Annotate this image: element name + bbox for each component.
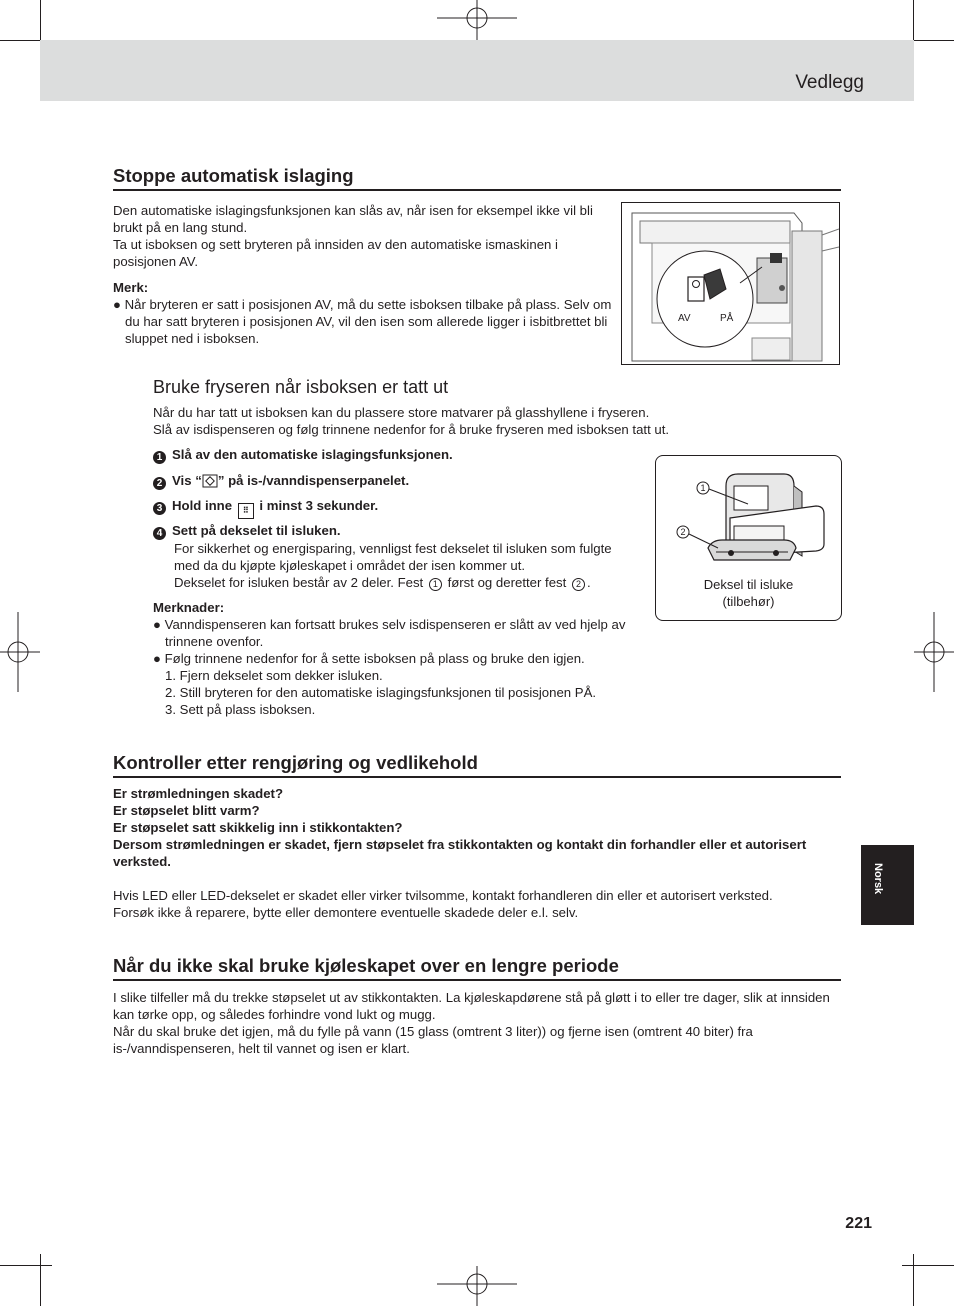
step-number: 2 xyxy=(153,477,166,490)
note-label: Merk: xyxy=(113,280,149,295)
paragraph: Når du skal bruke det igjen, må du fylle på vann (15 glass (omtrent 3 liter)) og fjerne isen (omtrent 40 biter) fra is-/vanndispenseren, helt til vannet og isen er klart. xyxy=(113,1024,753,1056)
switch-label-on: PÅ xyxy=(720,313,734,324)
step-3 xyxy=(153,497,378,519)
sub-step: 3. Sett på plass isboksen. xyxy=(165,702,316,717)
page-title: Vedlegg xyxy=(795,72,864,93)
paragraph: Ta ut isboksen og sett bryteren på innsiden av den automatiske ismaskinen i posisjonen AV. xyxy=(113,237,558,269)
step-text: Slå av den automatiske islagingsfunksjonen. xyxy=(172,447,453,462)
step-4 xyxy=(153,522,638,591)
paragraph: Slå av isdispenseren og følg trinnene nedenfor for å bruke fryseren med isboksen tatt ut. xyxy=(153,422,670,437)
note-bullet: ● Vanndispenseren kan fortsatt brukes selv isdispenseren er slått av ved hjelp av trinnene ovenfor. xyxy=(153,617,626,649)
step-1 xyxy=(153,446,453,464)
registration-mark-bottom xyxy=(437,1266,517,1306)
section2-intro xyxy=(153,404,733,438)
step4-detail: For sikkerhet og energisparing, vennligst fest dekselet til isluken som fulgte med da du kjøpte kjøleskapet i området der isen kommer ut. xyxy=(174,541,612,573)
section-rule xyxy=(113,189,841,191)
step-2 xyxy=(153,472,409,490)
check-question: Er støpselet satt skikkelig inn i stikkontakten? xyxy=(113,820,403,835)
sub-step: 2. Still bryteren for den automatiske islagingsfunksjonen til posisjonen PÅ. xyxy=(165,685,597,700)
step-text-post: i minst 3 sekunder. xyxy=(259,498,379,513)
step4-parts: Dekselet for isluken består av 2 deler. Fest 1 først og deretter fest 2 . xyxy=(174,575,591,590)
notes-label: Merknader: xyxy=(153,600,225,615)
paragraph: Den automatiske islagingsfunksjonen kan slås av, når isen for eksempel ikke vil bli brukt på en lang stund. xyxy=(113,203,593,235)
section-heading-maintenance: Kontroller etter rengjøring og vedlikehold xyxy=(113,752,478,773)
section-rule xyxy=(113,979,841,981)
paragraph: Når du har tatt ut isboksen kan du plassere store matvarer på glasshyllene i fryseren. xyxy=(153,405,650,420)
registration-mark-left xyxy=(0,612,40,692)
step-text-pre: Hold inne xyxy=(172,498,233,513)
section-heading-stop-ice: Stoppe automatisk islaging xyxy=(113,165,354,186)
marker-2: 2 xyxy=(572,578,585,591)
registration-mark-right xyxy=(914,612,954,692)
language-tab-label: Norsk xyxy=(872,863,884,895)
check-instruction: Dersom strømledningen er skadet, fjern støpselet fra stikkontakten og kontakt din forhandler eller et autorisert verksted. xyxy=(113,837,807,869)
section-rule xyxy=(113,776,841,778)
step-text-pre: Vis “ xyxy=(172,473,202,488)
section1-body xyxy=(113,202,618,347)
note-bullet: ● Følg trinnene nedenfor for å sette isboksen på plass og bruke den igjen. xyxy=(153,651,585,666)
language-tab xyxy=(861,845,914,925)
sub-step: 1. Fjern dekselet som dekker isluken. xyxy=(165,668,383,683)
ice-maker-switch-illustration xyxy=(621,202,840,365)
step-text-post: ” på is-/vanndispenserpanelet. xyxy=(217,473,410,488)
switch-label-off: AV xyxy=(678,313,691,324)
dispenser-button-icon: ⠿ xyxy=(238,503,254,519)
check-question: Er støpselet blitt varm? xyxy=(113,803,260,818)
marker-1: 1 xyxy=(700,483,706,493)
header-bar xyxy=(40,40,914,101)
section2-notes xyxy=(153,599,643,718)
paragraph: Hvis LED eller LED-dekselet er skadet eller virker tvilsomme, kontakt forhandleren din eller et autorisert verksted. xyxy=(113,888,773,903)
subsection-heading-freezer: Bruke fryseren når isboksen er tatt ut xyxy=(153,377,449,397)
check-question: Er strømledningen skadet? xyxy=(113,786,284,801)
step-number: 1 xyxy=(153,451,166,464)
registration-mark-top xyxy=(437,0,517,40)
step-number: 4 xyxy=(153,527,166,540)
note-bullet: ● Når bryteren er satt i posisjonen AV, må du sette isboksen tilbake på plass. Selv om du har satt bryteren i posisjonen AV, vil den isen som allerede ligger i isbitbrettet bli sluppet ned i isboksen. xyxy=(113,297,612,346)
paragraph: Forsøk ikke å reparere, bytte eller demontere eventuelle skadede deler e.l. selv. xyxy=(113,905,579,920)
ice-chute-cover-illustration xyxy=(655,455,842,621)
marker-2: 2 xyxy=(680,527,686,537)
step-text: Sett på dekselet til isluken. xyxy=(172,523,341,538)
section4-body xyxy=(113,989,838,1057)
step-number: 3 xyxy=(153,502,166,515)
section3-body xyxy=(113,785,828,921)
page-number: 221 xyxy=(845,1215,872,1232)
dispenser-ice-icon xyxy=(202,474,218,488)
figure-caption: Deksel til isluke (tilbehør) xyxy=(703,577,794,609)
ice-maker-drawing xyxy=(622,203,839,364)
section-heading-long-absence: Når du ikke skal bruke kjøleskapet over en lengre periode xyxy=(113,955,619,976)
paragraph: I slike tilfeller må du trekke støpselet ut av stikkontakten. La kjøleskapdørene stå på gløtt i to eller tre dager, slik at innsiden kan tørke opp, og således forhindre vond lukt og mugg. xyxy=(113,990,830,1022)
marker-1: 1 xyxy=(429,578,442,591)
